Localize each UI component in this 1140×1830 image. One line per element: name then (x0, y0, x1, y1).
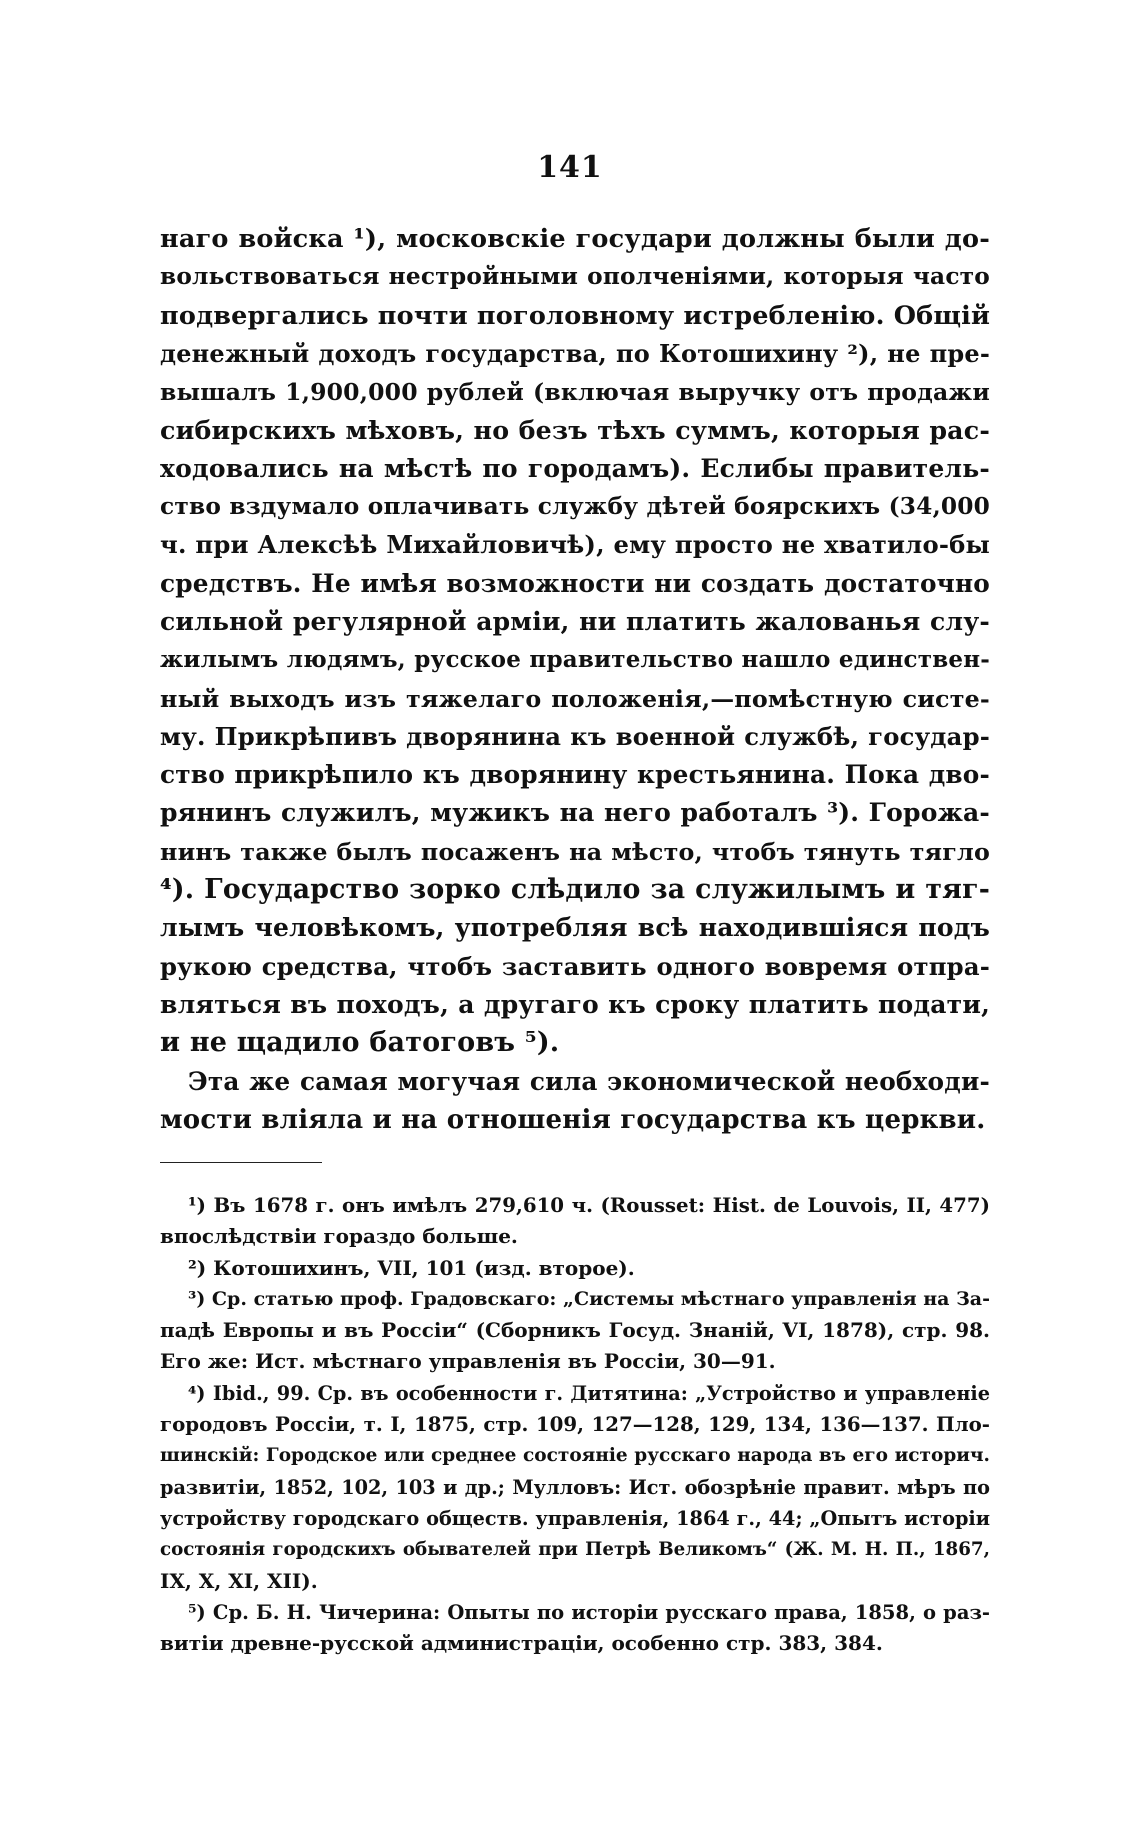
footnote-5: ⁵) Ср. Б. Н. Чичерина: Опыты по исторіи русскаго права, 1858, о раз- (188, 1600, 990, 1624)
footnote-separator (160, 1162, 322, 1163)
text-line: сибирскихъ мѣховъ, но безъ тѣхъ суммъ, которыя рас- (160, 415, 990, 446)
text-line: сильной регулярной арміи, ни платить жалованья слу- (160, 606, 990, 636)
main-text (160, 220, 990, 1139)
text-line: ный выходъ изъ тяжелаго положенія,—помѣстную систе- (160, 684, 990, 713)
text-line: денежный доходъ государства, по Котошихину ²), не пре- (160, 338, 990, 368)
text-line: нинъ также былъ посаженъ на мѣсто, чтобъ тянуть тягло (160, 837, 990, 866)
text-line: ство прикрѣпило къ дворянину крестьянина. Пока дво- (160, 760, 990, 790)
footnote-line: падѣ Европы и въ Россіи“ (Сборникъ Госуд. Знаній, VI, 1878), стр. 98. (160, 1318, 990, 1343)
text-line: ч. при Алексѣѣ Михайловичѣ), ему просто не хватило-бы (160, 530, 990, 560)
footnote-2: ²) Котошихинъ, VII, 101 (изд. второе). (188, 1255, 635, 1280)
text-line: вышалъ 1,900,000 рублей (включая выручку отъ продажи (160, 378, 990, 407)
text-line: вляться въ походъ, а другаго къ сроку платить подати, (160, 989, 990, 1019)
text-line: наго войска ¹), московскіе государи должны были до- (160, 224, 990, 254)
text-line: подвергались почти поголовному истребленію. Общій (160, 300, 991, 331)
text-line: и не щадило батоговъ ⁵). (160, 1027, 560, 1059)
text-line: му. Прикрѣпивъ дворянина къ военной службѣ, государ- (160, 721, 990, 751)
footnote-4: ⁴) Ibid., 99. Ср. въ особенности г. Дитятина: „Устройство и управленіе (188, 1381, 990, 1405)
page-number: 141 (537, 150, 603, 185)
text-line: ство вздумало оплачивать службу дѣтей боярскихъ (34,000 (160, 493, 990, 521)
footnote-line: впослѣдствіи гораздо больше. (160, 1224, 518, 1249)
text-line: ⁴). Государство зорко слѣдило за служилымъ и тяг- (160, 874, 990, 906)
footnote-line: развитіи, 1852, 102, 103 и др.; Мулловъ: Ист. обозрѣніе правит. мѣръ по (160, 1475, 990, 1499)
paragraph-first-line: Эта же самая могучая сила экономической необходи- (188, 1066, 990, 1096)
text-line: лымъ человѣкомъ, употребляя всѣ находившіяся подъ (160, 913, 990, 943)
footnote-line: IX, X, XI, XII). (160, 1568, 318, 1593)
text-line: жилымъ людямъ, русское правительство нашло единствен- (160, 646, 990, 674)
footnotes (160, 1190, 990, 1659)
footnote-line: витіи древне-русской администраціи, особенно стр. 383, 384. (160, 1631, 883, 1656)
footnote-line: состоянія городскихъ обывателей при Петрѣ Великомъ“ (Ж. М. Н. П., 1867, (160, 1539, 990, 1561)
text-line: средствъ. Не имѣя возможности ни создать достаточно (160, 568, 990, 598)
footnote-line: городовъ Россіи, т. I, 1875, стр. 109, 127—128, 129, 134, 136—137. Пло- (160, 1412, 990, 1437)
footnote-line: Его же: Ист. мѣстнаго управленія въ Россіи, 30—91. (160, 1349, 776, 1374)
text-line: рянинъ служилъ, мужикъ на него работалъ ³). Горожа- (160, 798, 990, 828)
footnote-line: устройству городскаго обществ. управленія, 1864 г., 44; „Опытъ исторіи (160, 1506, 990, 1530)
text-line: мости вліяла и на отношенія государства къ церкви. (160, 1104, 986, 1135)
footnote-line: шинскій: Городское или среднее состояніе русскаго народа въ его историч. (160, 1445, 990, 1467)
text-line: вольствоваться нестройными ополченіями, которыя часто (160, 263, 990, 291)
text-line: рукою средства, чтобъ заставить одного вовремя отпра- (160, 951, 990, 981)
text-line: ходовались на мѣстѣ по городамъ). Еслибы правитель- (160, 453, 990, 483)
footnote-1: ¹) Въ 1678 г. онъ имѣлъ 279,610 ч. (Rousset: Hist. de Louvois, II, 477) (188, 1193, 990, 1217)
footnote-3: ³) Ср. статью проф. Градовскаго: „Системы мѣстнаго управленія на За- (188, 1287, 990, 1310)
